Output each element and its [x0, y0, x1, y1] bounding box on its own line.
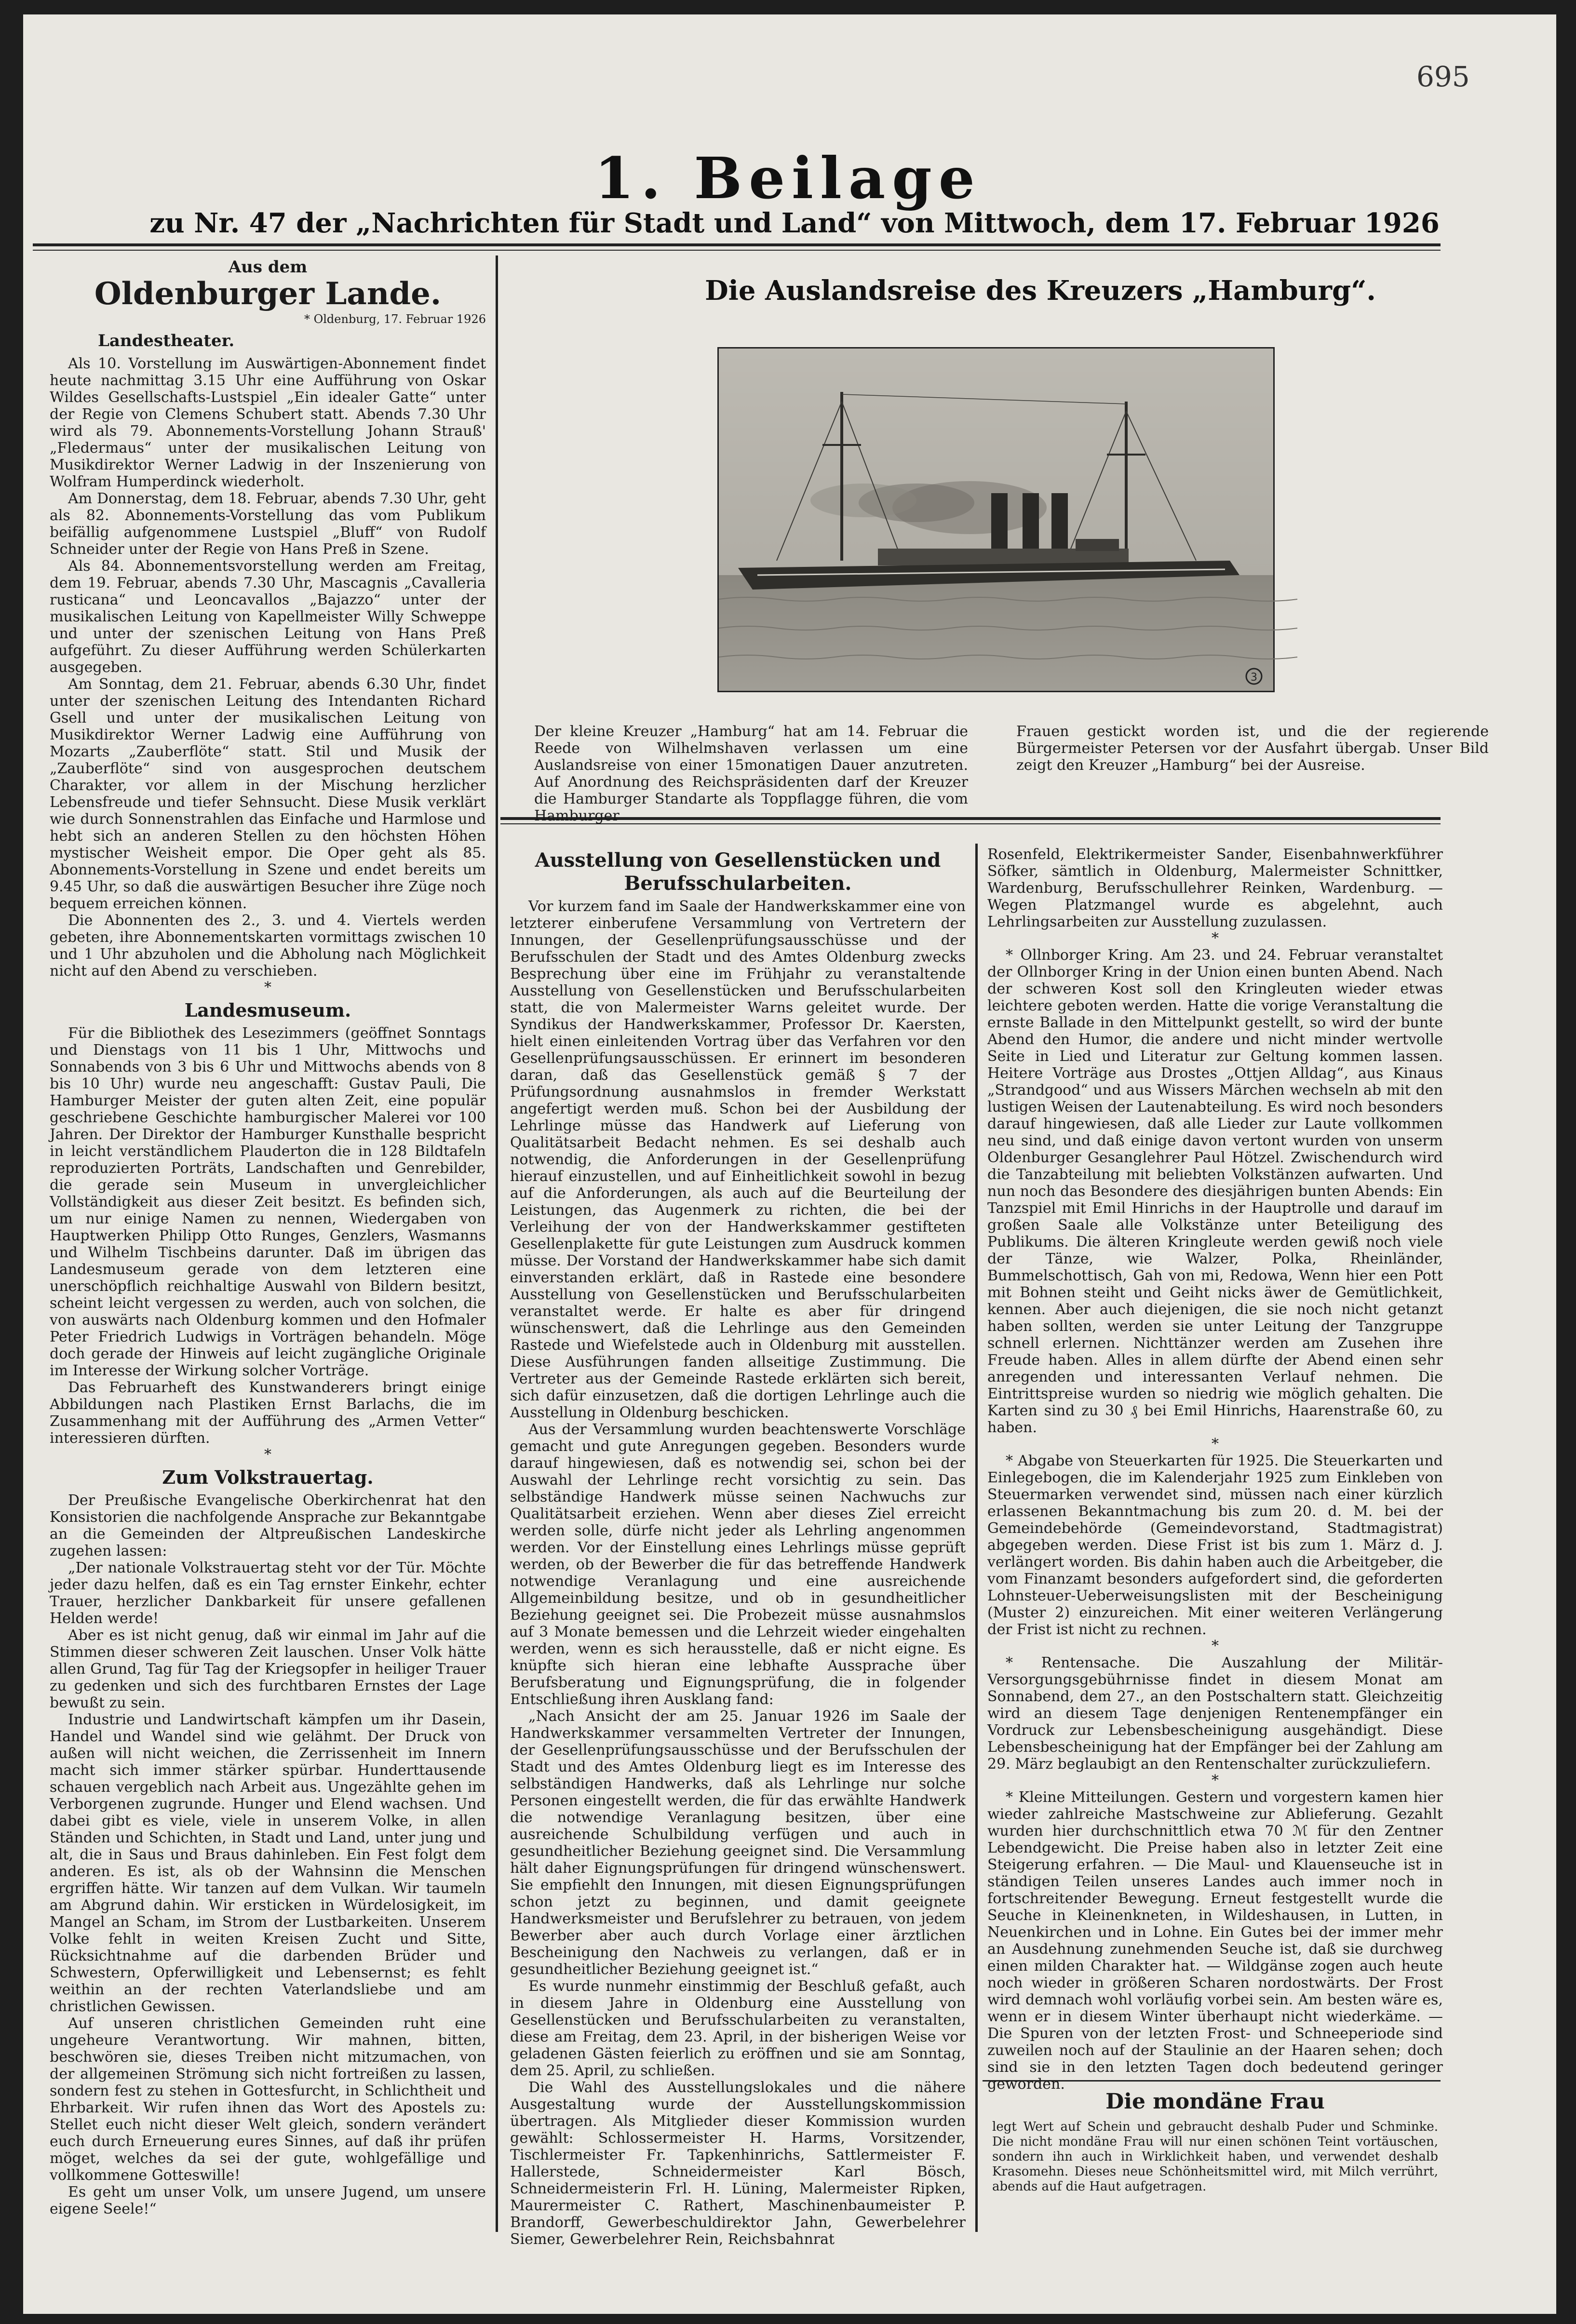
header-rule-thick — [33, 243, 1441, 246]
exhibition-paragraph: „Nach Ansicht der am 25. Januar 1926 im Saale der Handwerkskammer versammelten Vertreter der Innungen, der Gesellenprüfungsausschüsse und der Berufsschulen der Stadt und des Amtes Oldenburg liegt es im Interesse des selbständigen Handwerks, daß als Lehrlinge nur solche Personen eingestellt werden, die für das erwählte Handwerk die notwendige Veranlagung besitzen, über eine ausreichende Schulbildung verfügen und auch in gesundheitlicher Beziehung geeignet sind. Die Versammlung hält daher Eignungsprüfungen für dringend wünschenswert. Sie empfiehlt den Innungen, mit diesen Eignungsprüfungen schon jetzt zu beginnen, und damit geeignete Handwerksmeister und Berufslehrer zu betrauen, von jedem Bewerber aber auch durch Vorlage einer ärztlichen Bescheinigung den Nachweis zu verlangen, daß er in gesundheitlicher Beziehung geeignet ist.“ — [510, 1708, 966, 1978]
volkstrauertag-paragraph: Auf unseren christlichen Gemeinden ruht eine ungeheure Verantwortung. Wir mahnen, bitten, beschwören sie, dieses Treiben nicht mitzumachen, von der allgemeinen Strömung sich nicht fortreißen zu lassen, sondern fest zu stehen in Gottesfurcht, in Schlichtheit und Ehrbarkeit. Wir rufen ihnen das Wort des Apostels zu: Stellet euch nicht dieser Welt gleich, sondern verändert euch durch Erneuerung eures Sinnes, auf daß ihr prüfen möget, welches da sei der gute, wohlgefällige und vollkommene Gotteswille! — [50, 2015, 486, 2184]
caption-right: Frauen gestickt worden ist, und die der regierende Bürgermeister Petersen vor der Ausfahrt übergab. Unser Bild zeigt den Kreuzer „Hamburg“ bei der Ausreise. — [1016, 723, 1489, 774]
local-news-item: * Ollnborger Kring. Am 23. und 24. Februar veranstaltet der Ollnborger Kring in der Union einen bunten Abend. Nach der schweren Kost soll den Kringleuten wieder etwas leichtere geboten werden. Hatte die vorige Veranstaltung die ernste Ballade in den Mittelpunkt gestellt, so wird der bunte Abend den Humor, die andere und nicht minder wertvolle Seite in Lied und Literatur zur Geltung kommen lassen. Heitere Vorträge aus Drostes „Ottjen Alldag“, aus Kinaus „Strandgood“ und aus Wissers Märchen wechseln ab mit den lustigen Weisen der Lautenabteilung. Es wird noch besonders darauf hingewiesen, daß alle Lieder zur Laute vollkommen neu sind, und daß einige davon vertont wurden von unserm Oldenburger Gesanglehrer Paul Hötzel. Zwischendurch wird die Tanzabteilung mit beliebten Volkstänzen aufwarten. Und nun noch das Besondere des diesjährigen bunten Abends: Ein Tanzspiel mit Emil Hinrichs in der Hauptrolle und darauf im großen Saale alle Volkstänze unter Beteiligung des Publikums. Die älteren Kringleute werden gewiß noch viele der Tänze, wie Walzer, Polka, Rheinländer, Bummelschottisch, Gah von mi, Redowa, Wenn hier een Pott mit Bohnen steiht und Geiht nicks äwer de Gemütlichkeit, kennen. Aber auch diejenigen, die sie noch nicht getanzt haben sollten, werden sie unter Leitung der Tanzgruppe schnell erlernen. Nichttänzer werden am Zusehen ihre Freude haben. Alles in allem dürfte der Abend einen sehr anregenden und interessanten Verlauf nehmen. Die Eintrittspreise wurden so niedrig wie möglich gehalten. Die Karten sind zu 30 ₰ bei Emil Hinrichs, Haarenstraße 60, zu haben. — [987, 947, 1443, 1436]
volkstrauertag-paragraph: „Der nationale Volkstrauertag steht vor der Tür. Möchte jeder dazu helfen, daß es ein Tag ernster Einkehr, echter Trauer, herzlicher Dankbarkeit für unsere gefallenen Helden werde! — [50, 1559, 486, 1627]
landestheater-paragraph: Am Donnerstag, dem 18. Februar, abends 7.30 Uhr, geht als 82. Abonnements-Vorstellung das vom Publikum beifällig aufgenommene Lustspiel „Bluff“ von Rudolf Schneider unter der Regie von Hans Preß in Szene. — [50, 490, 486, 558]
header-rule-thin — [33, 250, 1441, 251]
volkstrauertag-paragraph: Der Preußische Evangelische Oberkirchenrat hat den Konsistorien die nachfolgende Ansprache zur Bekanntgabe an die Gemeinden der Altpreußischen Landeskirche zugehen lassen: — [50, 1492, 486, 1559]
landestheater-paragraph: Als 10. Vorstellung im Auswärtigen-Abonnement findet heute nachmittag 3.15 Uhr eine Aufführung von Oskar Wildes Gesellschafts-Lustspiel „Ein idealer Gatte“ unter der Regie von Clemens Schubert statt. Abends 7.30 Uhr wird als 79. Abonnements-Vorstellung Johann Strauß' „Fledermaus“ unter der musikalischen Leitung von Musikdirektor Werner Ladwig in der Inszenierung von Wolfram Humperdinck wiederholt. — [50, 355, 486, 490]
local-news-item: * Rentensache. Die Auszahlung der Militär-Versorgungsgebührnisse findet in diesem Monat am Sonnabend, dem 27., an den Postschaltern statt. Gleichzeitig wird an diesem Tage denjenigen Rentenempfänger ein Vordruck zur Lebensbescheinigung ausgehändigt. Diese Lebensbescheinigung hat der Empfänger bei der Zahlung am 29. März beglaubigt an den Rentenschalter zurückzuliefern. — [987, 1654, 1443, 1773]
dateline: * Oldenburg, 17. Februar 1926 — [304, 312, 486, 326]
local-news-item: * Abgabe von Steuerkarten für 1925. Die Steuerkarten und Einlegebogen, die im Kalenderjahr 1925 zum Einkleben von Steuermarken verwendet sind, müssen nach einer kürzlich erlassenen Bekanntmachung bis zum 20. d. M. bei der Gemeindebehörde (Gemeindevorstand, Stadtmagistrat) abgegeben werden. Diese Frist ist bis zum 1. März d. J. verlängert worden. Bis dahin haben auch die Arbeitgeber, die vom Finanzamt besonders aufgefordert sind, die geforderten Lohnsteuer-Ueberweisungslisten mit der Bescheinigung (Muster 2) einzureichen. Mit einer weiteren Verlängerung der Frist ist nicht zu rechnen. — [987, 1452, 1443, 1638]
separator-star: * — [1212, 1436, 1219, 1452]
supplement-title: 1. Beilage — [594, 145, 982, 212]
left-column — [50, 258, 486, 2230]
advert-title: Die mondäne Frau — [1105, 2089, 1325, 2114]
advert-box — [992, 2090, 1438, 2234]
newspaper-page — [23, 14, 1556, 2314]
landestheater-paragraph: Am Sonntag, dem 21. Februar, abends 6.30 Uhr, findet unter der szenischen Leitung des Intendanten Richard Gsell und unter der musikalischen Leitung von Musikdirektor Werner Ladwig eine Aufführung von Mozarts „Zauberflöte“ statt. Stil und Musik der „Zauberflöte“ sind von ausgesprochen deutschem Charakter, vor allem in der Mischung herzlicher Lebensfreude und tiefer Sehnsucht. Diese Musik verklärt wie durch Sonnenstrahlen das Einfache und Harmlose und hebt sich an anderen Stellen zu den höchsten Höhen mystischer Weisheit empor. Die Oper geht als 85. Abonnements-Vorstellung in Szene und endet bereits um 9.45 Uhr, so daß die auswärtigen Besucher ihre Züge noch bequem erreichen können. — [50, 676, 486, 912]
supplement-subtitle: zu Nr. 47 der „Nachrichten für Stadt und Land“ von Mittwoch, dem 17. Februar 1926 — [149, 207, 1440, 239]
volkstrauertag-paragraph: Aber es ist nicht genug, daß wir einmal im Jahr auf die Stimmen dieser schweren Zeit lauschen. Unser Volk hätte allen Grund, Tag für Tag der Kriegsopfer in heiliger Trauer zu gedenken und sich des furchtbaren Ernstes der Lage bewußt zu sein. — [50, 1627, 486, 1711]
landesmuseum-paragraph: Das Februarheft des Kunstwanderers bringt einige Abbildungen nach Plastiken Ernst Barlachs, die im Zusammenhang mit der Aufführung des „Armen Vetter“ interessieren dürften. — [50, 1379, 486, 1447]
exhibition-paragraph: Es wurde nunmehr einstimmig der Beschluß gefaßt, auch in diesem Jahre in Oldenburg eine Ausstellung von Gesellenstücken und Berufsschularbeiten zu veranstalten, diese am Freitag, dem 23. April, in der bisherigen Weise vor geladenen Gästen feierlich zu eröffnen und sie am Sonntag, dem 25. April, zu schließen. — [510, 1978, 966, 2079]
separator-star: * — [264, 979, 271, 996]
separator-star: * — [1212, 1772, 1219, 1789]
exhibition-paragraph: Aus der Versammlung wurden beachtenswerte Vorschläge gemacht und gute Anregungen gegeben. Besonders wurde darauf hingewiesen, daß es notwendig sei, schon bei der Auswahl der Lehrlinge recht vorsichtig zu sein. Das selbständige Handwerk müsse seinen Nachwuchs zur Qualitätsarbeit erziehen. Wenn aber dieses Ziel erreicht werden solle, dürfe nicht jeder als Lehrling angenommen werden. Vor der Einstellung eines Lehrlings müsse geprüft werden, ob der Bewerber die für das betreffende Handwerk notwendige Veranlagung und eine ausreichende Allgemeinbildung besitze, und ob in gesundheitlicher Beziehung geeignet sei. Die Probezeit müsse ausnahmslos auf 3 Monate bemessen und die Lehrzeit wieder eingehalten werden, wenn es sich herausstelle, daß er nicht eigne. Es knüpfte sich hieran eine lebhafte Aussprache über Berufsberatung und Eignungsprüfung, die in folgender Entschließung ihren Ausklang fand: — [510, 1421, 966, 1708]
cruiser-photo — [717, 347, 1275, 692]
local-news-item: * Kleine Mitteilungen. Gestern und vorgestern kamen hier wieder zahlreiche Mastschweine zur Ablieferung. Gezahlt wurden hier durchschnittlich etwa 70 ℳ für den Zentner Lebendgewicht. Die Preise haben also in letzter Zeit eine Steigerung erfahren. — Die Maul- und Klauenseuche ist in ständigen Teilen unseres Landes auch immer noch in fortschreitender Bewegung. Erneut festgestellt wurde die Seuche in Kleinenkneten, in Wildeshausen, in Lutten, in Neuenkirchen und in Lohne. Ein Gutes bei der immer mehr an Ausdehnung zunehmenden Seuche ist, daß sie durchweg einen milden Charakter hat. — Wildgänse zogen auch heute noch wieder in größeren Scharen nordostwärts. Der Frost wird demnach wohl vorläufig vorbei sein. Am besten wäre es, wenn er in diesem Winter überhaupt nicht wiederkäme. — Die Spuren von der letzten Frost- und Schneeperiode sind zuweilen noch auf der Staulinie an der Haaren sehen; doch sind sie in den letzten Tagen doch bedeutend geringer geworden. — [987, 1789, 1443, 2093]
main-story-headline: Die Auslandsreise des Kreuzers „Hamburg“. — [705, 275, 1376, 307]
landesmuseum-title: Landesmuseum. — [184, 999, 351, 1021]
landestheater-title: Landestheater. — [98, 331, 235, 350]
advert-text: legt Wert auf Schein und gebraucht deshalb Puder und Schminke. Die nicht mondäne Frau will nur einen schönen Teint vortäuschen, sondern ihn auch in Wirklichkeit haben, und verwendet deshalb Krasomehn. Dieses neue Schönheitsmittel wird, mit Milch verrührt, abends auf die Haut aufgetragen. — [992, 2120, 1438, 2194]
section-heading: Oldenburger Lande. — [94, 276, 442, 312]
caption-left: Der kleine Kreuzer „Hamburg“ hat am 14. Februar die Reede von Wilhelmshaven verlassen um eine Auslandsreise von einer 15monatigen Dauer anzutreten. Auf Anordnung des Reichspräsidenten darf der Kreuzer die Hamburger Standarte als Toppflagge führen, die vom Hamburger — [534, 723, 968, 824]
volkstrauertag-paragraph: Industrie und Landwirtschaft kämpfen um ihr Dasein, Handel und Wandel sind wie gelähmt. Der Druck von außen will nicht weichen, die Zerrissenheit im Innern macht sich immer stärker spürbar. Hunderttausende schauen vergeblich nach Arbeit aus. Ungezählte gehen im Verborgenen zugrunde. Hunger und Elend wachsen. Und dabei gibt es viele, viele in unserem Volke, in allen Ständen und Schichten, in Stadt und Land, unter jung und alt, die in Saus und Braus dahinleben. Ein Fest folgt dem anderen. Es ist, als ob der Wahnsinn die Menschen ergriffen hätte. Wir tanzen auf dem Vulkan. Wir taumeln am Abgrund dahin. Wir ersticken in Würdelosigkeit, im Mangel an Scham, im Strom der Lustbarkeiten. Unserem Volke fehlt in weiten Kreisen Zucht und Sitte, Rücksichtnahme auf die darbenden Brüder und Schwestern, Opferwilligkeit und Lebensernst; es fehlt weithin an der rechten Vaterlandsliebe und am christlichen Gewissen. — [50, 1711, 486, 2015]
volkstrauertag-paragraph: Es geht um unser Volk, um unsere Jugend, um unsere eigene Seele!“ — [50, 2184, 486, 2217]
exhibition-paragraph: Die Wahl des Ausstellungslokales und die nähere Ausgestaltung wurde der Ausstellungskommission übertragen. Als Mitglieder dieser Kommission wurden gewählt: Schlossermeister H. Harms, Vorsitzender, Tischlermeister Fr. Tapkenhinrichs, Sattlermeister F. Hallerstede, Schneidermeister Karl Bösch, Schneidermeisterin Frl. H. Lüning, Malermeister Ripken, Maurermeister C. Rathert, Maschinenbaumeister P. Brandorff, Gewerbeschuldirektor Jahn, Gewerbelehrer Siemer, Gewerbelehrer Rein, Reichsbahnrat — [510, 2079, 966, 2248]
exhibition-continuation: Rosenfeld, Elektrikermeister Sander, Eisenbahnwerkführer Söfker, sämtlich in Oldenburg, Malermeister Schnittker, Wardenburg, Berufsschullehrer Reinken, Wardenburg. — Wegen Platzmangel wurde es abgelehnt, auch Lehrlingsarbeiten zur Ausstellung zuzulassen. — [987, 846, 1443, 930]
landestheater-paragraph: Als 84. Abonnementsvorstellung werden am Freitag, dem 19. Februar, abends 7.30 Uhr, Mascagnis „Cavalleria rusticana“ und Leoncavallos „Bajazzo“ unter der musikalischen Leitung von Kapellmeister Willy Schweppe und unter der szenischen Leitung von Hans Preß aufgeführt. Zu dieser Aufführung werden Schülerkarten ausgegeben. — [50, 558, 486, 676]
photo-mark: 3 — [1251, 672, 1257, 684]
landestheater-paragraph: Die Abonnenten des 2., 3. und 4. Viertels werden gebeten, ihre Abonnementskarten vormittags zwischen 10 und 1 Uhr abzuholen und die Abholung nach Möglichkeit nicht auf den Abend zu verschieben. — [50, 912, 486, 980]
right-column — [987, 846, 1443, 2093]
landesmuseum-paragraph: Für die Bibliothek des Lesezimmers (geöffnet Sonntags und Dienstags von 11 bis 1 Uhr, Mittwochs und Sonnabends von 3 bis 6 Uhr und Mittwochs abends von 8 bis 10 Uhr) wurde neu angeschafft: Gustav Pauli, Die Hamburger Meister der guten alten Zeit, eine populär geschriebene Geschichte hamburgischer Malerei vor 100 Jahren. Der Direktor der Hamburger Kunsthalle bespricht in leicht verständlichem Plauderton die in 128 Bildtafeln reproduzierten Porträts, Landschaften und Genrebilder, die gerade sein Museum in unvergleichlicher Vollständigkeit aus dieser Zeit besitzt. Es befinden sich, um nur einige Namen zu nennen, Wiedergaben von Hauptwerken Philipp Otto Runges, Genzlers, Wasmanns und Wilhelm Tischbeins darunter. Daß im übrigen das Landesmuseum gerade von dem letzteren eine unerschöpflich reichhaltige Auswahl von Bildern besitzt, scheint leicht vergessen zu werden, auch von solchen, die von auswärts nach Oldenburg kommen und den Hofmaler Peter Friedrich Ludwigs in Vorträgen behandeln. Möge doch gerade der Hinweis auf leicht zugängliche Originale im Interesse der Wirkung solcher Vorträge. — [50, 1025, 486, 1379]
separator-star: * — [1212, 930, 1219, 947]
separator-star: * — [264, 1446, 271, 1463]
cruiser-illustration — [719, 349, 1273, 691]
separator-star: * — [1212, 1638, 1219, 1654]
middle-column — [510, 846, 966, 2248]
exhibition-title: Ausstellung von Gesellenstücken und Berufsschularbeiten. — [535, 849, 941, 895]
kicker: Aus dem — [228, 257, 308, 277]
exhibition-paragraph: Vor kurzem fand im Saale der Handwerkskammer eine von letzterer einberufene Versammlung von Vertretern der Innungen, der Gesellenprüfungsausschüsse und der Berufsschulen der Stadt und des Amtes Oldenburg zwecks Besprechung über eine im Frühjahr zu veranstaltende Ausstellung von Gesellenstücken und Berufsschularbeiten statt, die von Malermeister Warns geleitet wurde. Der Syndikus der Handwerkskammer, Professor Dr. Kaersten, hielt einen einleitenden Vortrag über das Verfahren vor den Gesellenprüfungsausschüssen. Er erinnert im besonderen daran, daß das Gesellenstück gemäß § 7 der Prüfungsordnung ausnahmslos in fremder Werkstatt angefertigt werden muß. Schon bei der Ausbildung der Lehrlinge müsse das Handwerk auf Lieferung von Qualitätsarbeit Bedacht nehmen. Es sei deshalb auch notwendig, die Anforderungen in der Gesellenprüfung hierauf einzustellen, und auf Einheitlichkeit sowohl in bezug auf die Anforderungen, als auch auf die Beurteilung der Leistungen, das Augenmerk zu richten, die bei der Verleihung der von der Handwerkskammer gestifteten Gesellenplakette für gute Leistungen zum Ausdruck kommen müsse. Der Vorstand der Handwerkskammer habe sich damit einverstanden erklärt, daß in Rastede eine besondere Ausstellung von Gesellenstücken und Berufsschularbeiten veranstaltet werde. Er halte es aber für dringend wünschenswert, daß die Lehrlinge aus den Gemeinden Rastede und Wiefelstede auch in Oldenburg mit ausstellen. Diese Ausführungen fanden allseitige Zustimmung. Die Vertreter aus der Gemeinde Rastede erklärten sich bereit, sich dafür einzusetzen, daß die dortigen Lehrlinge auch die Ausstellung in Oldenburg beschicken. — [510, 898, 966, 1421]
column-rule-left — [496, 255, 498, 2232]
page-number: 695 — [1416, 60, 1470, 93]
volkstrauertag-title: Zum Volkstrauertag. — [162, 1466, 374, 1488]
column-rule-middle — [975, 844, 978, 2232]
